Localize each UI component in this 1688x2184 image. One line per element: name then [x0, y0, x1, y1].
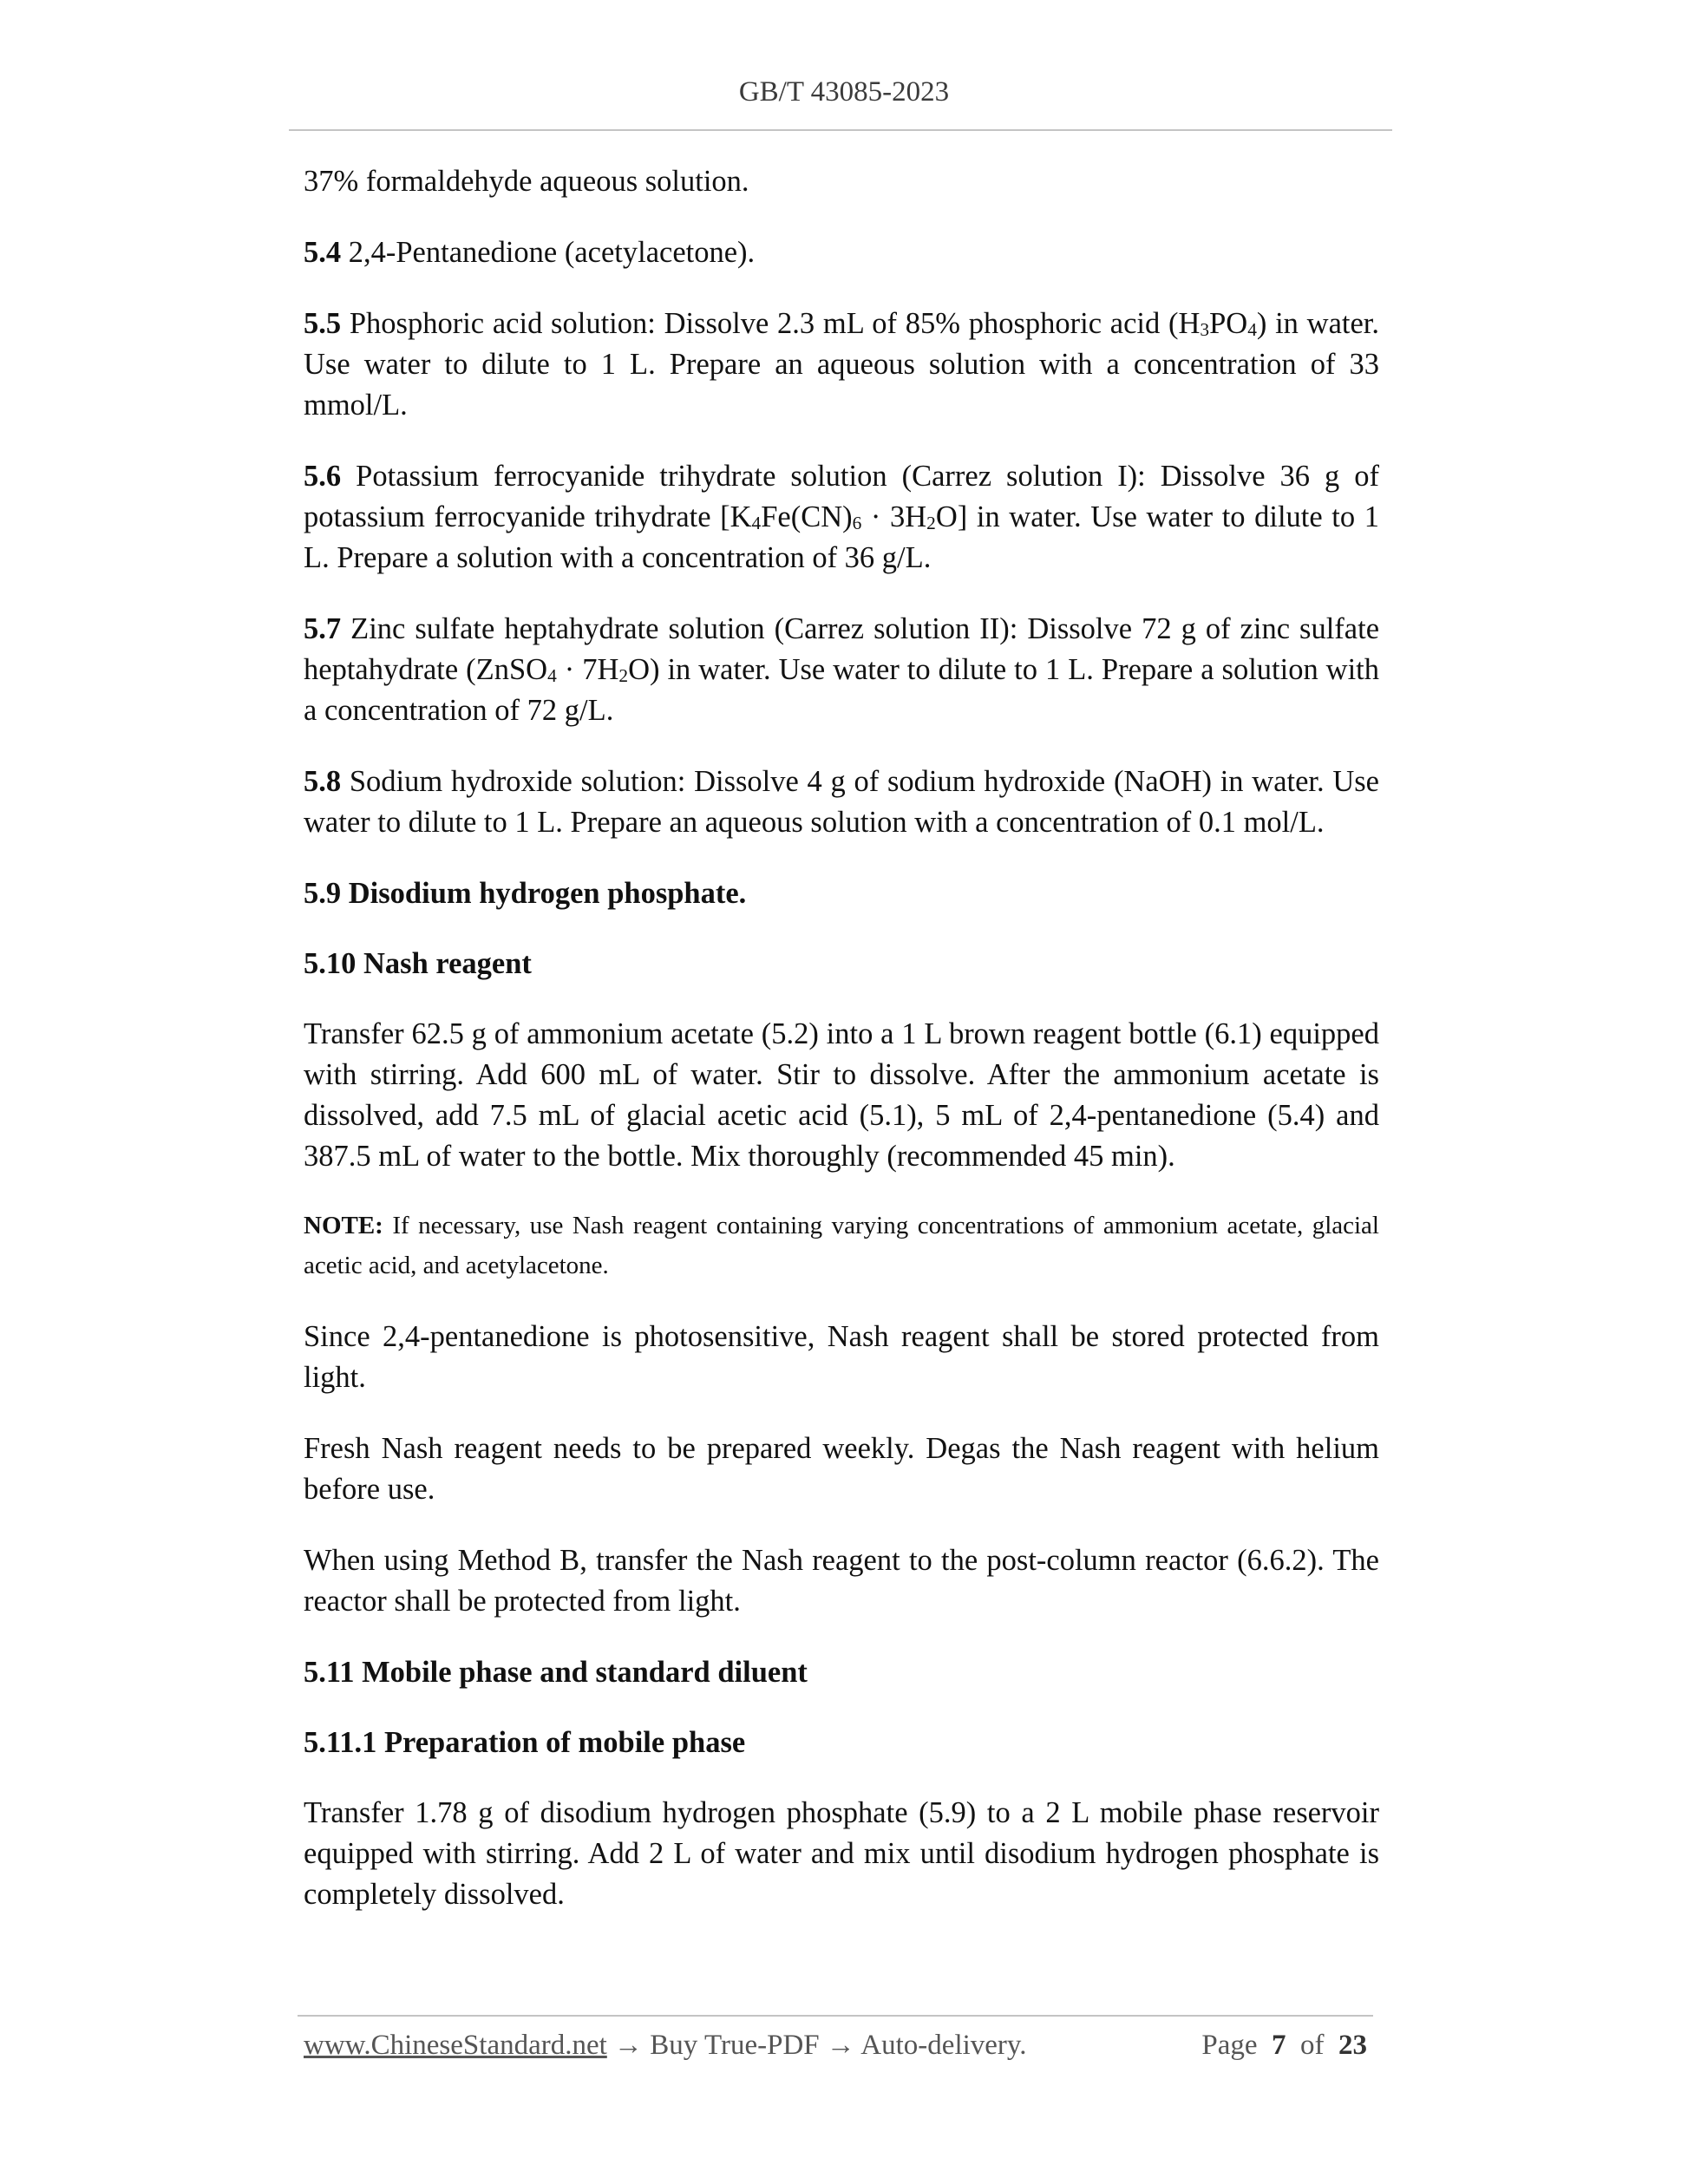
section-number: 5.6: [304, 460, 342, 493]
paragraph-method-b: When using Method B, transfer the Nash reagent to the post-column reactor (6.6.2). The reactor shall be protected from light.: [304, 1544, 1379, 1618]
section-number: 5.5: [304, 307, 342, 340]
footer-divider: [298, 2015, 1373, 2017]
paragraph-formaldehyde: 37% formaldehyde aqueous solution.: [304, 165, 749, 198]
section-number: 5.7: [304, 612, 342, 645]
section-5-6: 5.6 Potassium ferrocyanide trihydrate solution (Carrez solution I): Dissolve 36 g of potassium ferrocyanide trihydrate $[K_4Fe(CN)_6 \cdot 3H_2O]$ in water. Use water to dilute to 1 L. Prepare a solution with a concentration of 36 g/L.: [304, 460, 1380, 574]
paragraph-nash-transfer: Transfer 62.5 g of ammonium acetate (5.2) into a 1 L brown reagent bottle (6.1) equipped with stirring. Add 600 mL of water. Stir to dissolve. After the ammonium acetate is dissolved, add 7.5 mL of glacial acetic acid (5.1), 5 mL of 2,4-pentanedione (5.4) and 387.5 mL of water to the bottle. Mix thoroughly (recommended 45 min).: [304, 1017, 1379, 1173]
heading-5-10: 5.10 Nash reagent: [304, 947, 532, 980]
total-pages: 23: [1338, 2030, 1367, 2061]
paragraph-photosensitive: Since 2,4-pentanedione is photosensitive, Nash reagent shall be stored protected from light.: [304, 1320, 1379, 1394]
header-divider: [289, 129, 1392, 131]
heading-5-11-1: 5.11.1 Preparation of mobile phase: [304, 1726, 746, 1759]
heading-5-9: 5.9 Disodium hydrogen phosphate.: [304, 877, 747, 910]
note-label: NOTE:: [304, 1212, 383, 1239]
page-footer: [304, 2030, 1367, 2073]
paragraph-mobile-phase: Transfer 1.78 g of disodium hydrogen phosphate (5.9) to a 2 L mobile phase reservoir equipped with stirring. Add 2 L of water and mix until disodium hydrogen phosphate is completely dissolved.: [304, 1796, 1379, 1911]
note: NOTE: If necessary, use Nash reagent containing varying concentrations of ammonium acetate, glacial acetic acid, and acetylacetone.: [304, 1212, 1379, 1279]
current-page: 7: [1272, 2030, 1286, 2061]
section-number: 5.4: [304, 236, 342, 269]
page-body: [304, 161, 1379, 1945]
page-indicator: Page 7 of 23: [1201, 2030, 1367, 2061]
section-5-5: 5.5 Phosphoric acid solution: Dissolve 2.3 mL of 85% phosphoric acid $(H_3PO_4)$ in water. Use water to dilute to 1 L. Prepare an aqueous solution with a concentration of 33 mmol/L.: [304, 307, 1380, 422]
section-5-8: 5.8 Sodium hydroxide solution: Dissolve 4 g of sodium hydroxide (NaOH) in water. Use water to dilute to 1 L. Prepare an aqueous solution with a concentration of 0.1 mol/L.: [304, 765, 1379, 839]
section-5-4: 5.4 2,4-Pentanedione (acetylacetone).: [304, 236, 756, 269]
site-link[interactable]: www.ChineseStandard.net: [304, 2030, 607, 2061]
paragraph-fresh-reagent: Fresh Nash reagent needs to be prepared weekly. Degas the Nash reagent with helium before use.: [304, 1432, 1379, 1506]
section-5-7: 5.7 Zinc sulfate heptahydrate solution (Carrez solution II): Dissolve 72 g of zinc sulfate heptahydrate (ZnSO$_4$ · $7H_2O$) in water. Use water to dilute to 1 L. Prepare a solution with a concentration of 72 g/L.: [304, 612, 1380, 727]
section-number: 5.8: [304, 765, 342, 798]
heading-5-11: 5.11 Mobile phase and standard diluent: [304, 1656, 808, 1689]
document-id-header: GB/T 43085-2023: [738, 76, 950, 108]
footer-promo: www.ChineseStandard.net → Buy True-PDF → Auto-delivery.: [304, 2030, 1027, 2061]
